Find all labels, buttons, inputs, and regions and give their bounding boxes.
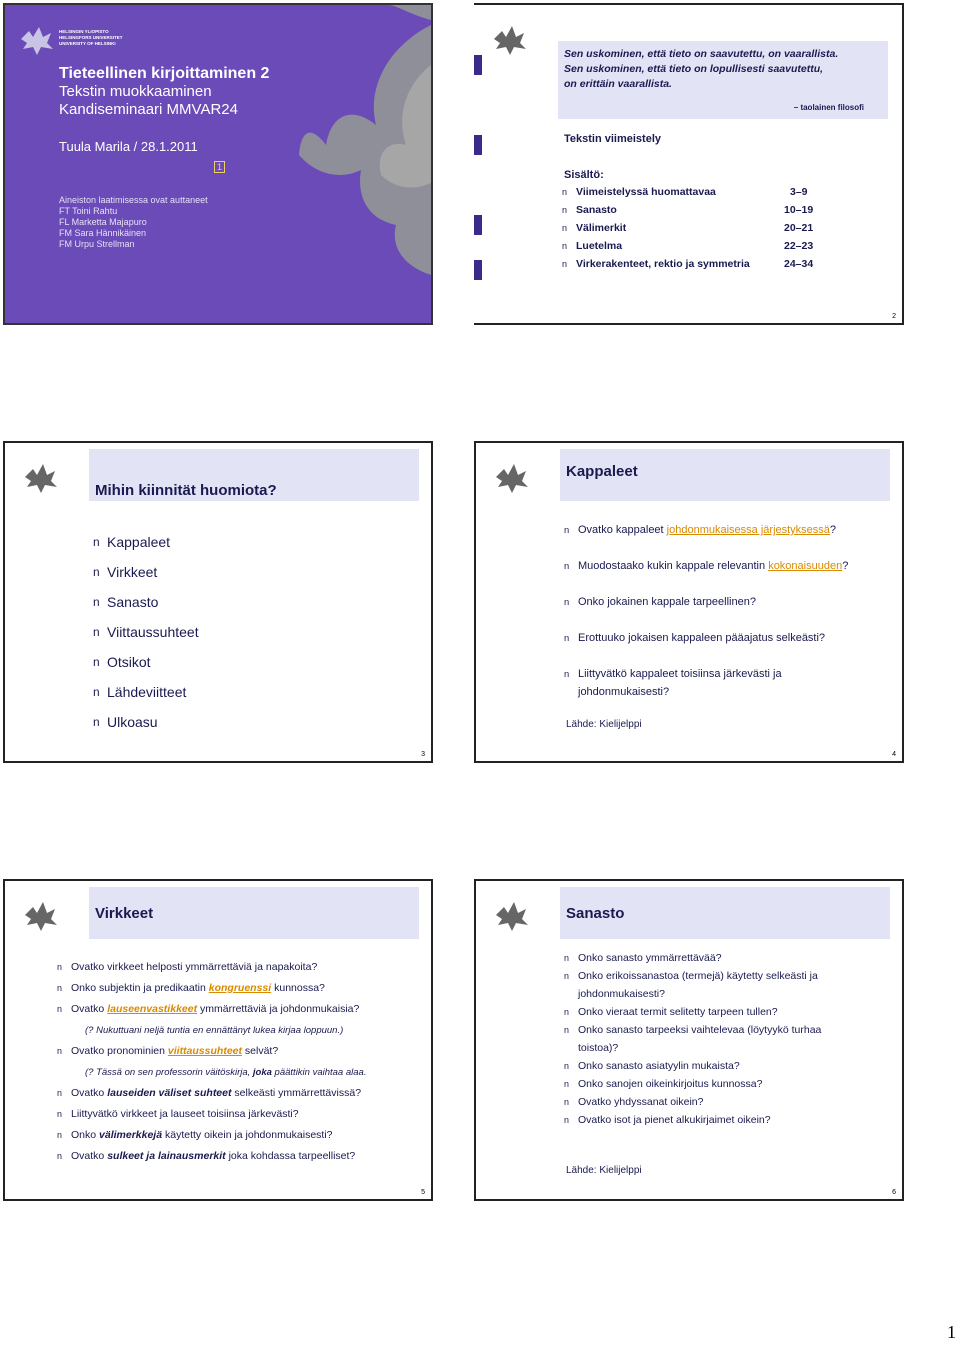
link-kokonaisuuden[interactable]: kokonaisuuden — [768, 560, 843, 572]
flame-logo-icon — [21, 461, 59, 495]
flame-logo-icon — [21, 899, 59, 933]
bullet-glyph: n — [562, 241, 568, 251]
slide-title-box — [560, 449, 890, 501]
title-line-1: Tieteellinen kirjoittaminen 2 — [59, 65, 270, 82]
section-heading: Tekstin viimeistely — [564, 133, 662, 145]
list-item-continued: toistoa)? — [578, 1042, 619, 1054]
slide-5-sentences — [3, 879, 433, 1201]
slide-title: Kappaleet — [566, 463, 638, 480]
slide-3-focus — [3, 441, 433, 763]
university-logo — [19, 25, 129, 59]
list-item: n Onko erikoissanastoa (termejä) käytetty selkeästi ja — [564, 970, 818, 982]
toc-pages: 10–19 — [784, 204, 814, 216]
link-johdonmukaisessa[interactable]: johdonmukaisessa järjestyksessä — [666, 524, 830, 536]
list-item: n Onko sanasto ymmärrettävää? — [564, 952, 722, 964]
list-item: n Onko vieraat termit selitetty tarpeen tullen? — [564, 1006, 778, 1018]
focus-list — [93, 527, 199, 737]
quote-box — [558, 41, 888, 119]
slide-title-box — [89, 449, 419, 501]
toc-pages: 22–23 — [784, 240, 814, 252]
page-number: 6 — [892, 1189, 896, 1196]
logo-line: HELSINGFORS UNIVERSITET — [59, 35, 123, 40]
list-item: n Ovatko isot ja pienet alkukirjaimet oikein? — [564, 1114, 771, 1126]
page-number: 3 — [421, 751, 425, 758]
slide-title: Sanasto — [566, 905, 625, 922]
university-seal-icon — [19, 25, 55, 55]
slide-1-title — [3, 3, 433, 325]
list-item: n Erottuuko jokaisen kappaleen pääajatus selkeästi? — [564, 632, 826, 644]
bullet-glyph: n — [562, 259, 568, 269]
list-item: n Onko sanojen oikeinkirjoitus kunnossa? — [564, 1078, 763, 1090]
list-item: n Ovatko lauseenvastikkeet ymmärrettäviä ja johdonmukaisia? — [57, 1003, 360, 1015]
toc-label: Sanasto — [576, 204, 617, 216]
list-item: n Sanasto — [93, 594, 159, 610]
quote-attribution: – taolainen filosofi — [793, 103, 864, 112]
sheet-page-number: 1 — [947, 1322, 956, 1342]
author-date: Tuula Marila / 28.1.2011 — [59, 139, 198, 154]
slide-2-contents — [474, 3, 904, 325]
bullet-glyph: n — [562, 205, 568, 215]
quote-line: on erittäin vaarallista. — [564, 78, 672, 90]
toc-item — [562, 240, 832, 258]
list-item-continued: johdonmukaisesti? — [578, 988, 665, 1000]
left-accent-bars — [474, 5, 482, 325]
list-item: n Ovatko kappaleet johdonmukaisessa järjestyksessä? — [564, 524, 837, 536]
toc-label: Välimerkit — [576, 222, 627, 234]
list-item: n Lähdeviitteet — [93, 684, 187, 700]
flame-logo-icon — [492, 461, 530, 495]
toc-label: Luetelma — [576, 240, 623, 252]
slide-4-paragraphs — [474, 441, 904, 763]
list-item: n Otsikot — [93, 654, 151, 670]
list-item: n Onko subjektin ja predikaatin kongruenssi kunnossa? — [57, 982, 325, 994]
logo-line: UNIVERSITY OF HELSINKI — [59, 41, 116, 46]
helpers-line: FL Marketta Majapuro — [59, 217, 147, 227]
toc-pages: 24–34 — [784, 258, 814, 270]
slide-title-box — [560, 887, 890, 939]
example-line: (? Nukuttuani neljä tuntia en ennättänyt lukea kirjaa loppuun.) — [85, 1025, 344, 1036]
link-lauseenvastikkeet[interactable]: lauseenvastikkeet — [107, 1003, 198, 1015]
list-item: n Kappaleet — [93, 534, 171, 550]
paragraph-checklist — [564, 521, 894, 701]
list-item: n Liittyvätkö virkkeet ja lauseet toisiinsa järkevästi? — [57, 1108, 299, 1120]
toc-item — [562, 222, 832, 240]
list-item: n Liittyvätkö kappaleet toisiinsa järkevästi ja johdonmukaisesti? — [564, 668, 782, 698]
toc-item — [562, 258, 832, 276]
list-item: n Ovatko sulkeet ja lainausmerkit joka kohdassa tarpeelliset? — [57, 1150, 356, 1162]
quote-line: Sen uskominen, että tieto on saavutettu, on vaarallista. — [564, 48, 839, 60]
page-number: 4 — [892, 751, 896, 758]
page-number: 5 — [421, 1189, 425, 1196]
list-item: n Virkkeet — [93, 564, 158, 580]
list-item: n Ovatko pronominien viittaussuhteet selvät? — [57, 1045, 279, 1057]
flame-decoration — [271, 5, 431, 325]
list-item: n Ovatko lauseiden väliset suhteet selkeästi ymmärrettävissä? — [57, 1087, 362, 1099]
title-line-2: Tekstin muokkaaminen — [59, 83, 212, 100]
helpers-line: FM Sara Hännikäinen — [59, 228, 147, 238]
list-item: n Onko sanasto asiatyylin mukaista? — [564, 1060, 740, 1072]
toc-item — [562, 204, 832, 222]
toc-list — [562, 186, 832, 276]
sentence-checklist — [57, 957, 427, 1167]
logo-line: HELSINGIN YLIOPISTO — [59, 29, 109, 34]
helpers-line: FT Toini Rahtu — [59, 206, 118, 216]
flame-logo-icon — [490, 23, 528, 57]
slide-title: Virkkeet — [95, 905, 154, 922]
list-item: n Onko jokainen kappale tarpeellinen? — [564, 596, 756, 608]
toc-label: Virkerakenteet, rektio ja symmetria — [576, 258, 750, 270]
toc-label: Viimeistelyssä huomattavaa — [576, 186, 716, 198]
slide-number-badge: 1 — [214, 161, 225, 173]
toc-pages: 3–9 — [790, 186, 808, 198]
title-line-3: Kandiseminaari MMVAR24 — [59, 101, 238, 118]
quote-line: Sen uskominen, että tieto on lopullisesti saavutettu, — [564, 63, 824, 75]
presentation-title — [59, 65, 269, 119]
toc-title: Sisältö: — [564, 169, 604, 181]
link-kongruenssi[interactable]: kongruenssi — [208, 982, 272, 994]
slide-title-box — [89, 887, 419, 939]
example-line: (? Tässä on sen professorin väitöskirja, joka päättikin vaihtaa alaa. — [85, 1067, 367, 1078]
list-item: n Onko sanasto tarpeeksi vaihtelevaa (löytyykö turhaa — [564, 1024, 822, 1036]
toc-item — [562, 186, 832, 204]
helpers-line: FM Urpu Strellman — [59, 239, 135, 249]
list-item: n Onko välimerkkejä käytetty oikein ja johdonmukaisesti? — [57, 1129, 333, 1141]
bullet-glyph: n — [562, 223, 568, 233]
list-item: n Ovatko virkkeet helposti ymmärrettäviä ja napakoita? — [57, 961, 318, 973]
vocabulary-checklist — [564, 949, 894, 1129]
page-number: 2 — [892, 313, 896, 320]
source-note: Lähde: Kielijelppi — [566, 719, 642, 730]
slide-6-vocabulary — [474, 879, 904, 1201]
helpers-list — [59, 195, 208, 250]
list-item: n Viittaussuhteet — [93, 624, 199, 640]
slide-title: Mihin kiinnität huomiota? — [95, 482, 277, 499]
source-note: Lähde: Kielijelppi — [566, 1165, 642, 1176]
flame-logo-icon — [492, 899, 530, 933]
helpers-line: Aineiston laatimisessa ovat auttaneet — [59, 195, 208, 205]
list-item: n Ovatko yhdyssanat oikein? — [564, 1096, 704, 1108]
list-item: n Ulkoasu — [93, 714, 158, 730]
link-viittaussuhteet[interactable]: viittaussuhteet — [167, 1045, 242, 1057]
bullet-glyph: n — [562, 187, 568, 197]
list-item: n Muodostaako kukin kappale relevantin kokonaisuuden? — [564, 560, 849, 572]
toc-pages: 20–21 — [784, 222, 814, 234]
